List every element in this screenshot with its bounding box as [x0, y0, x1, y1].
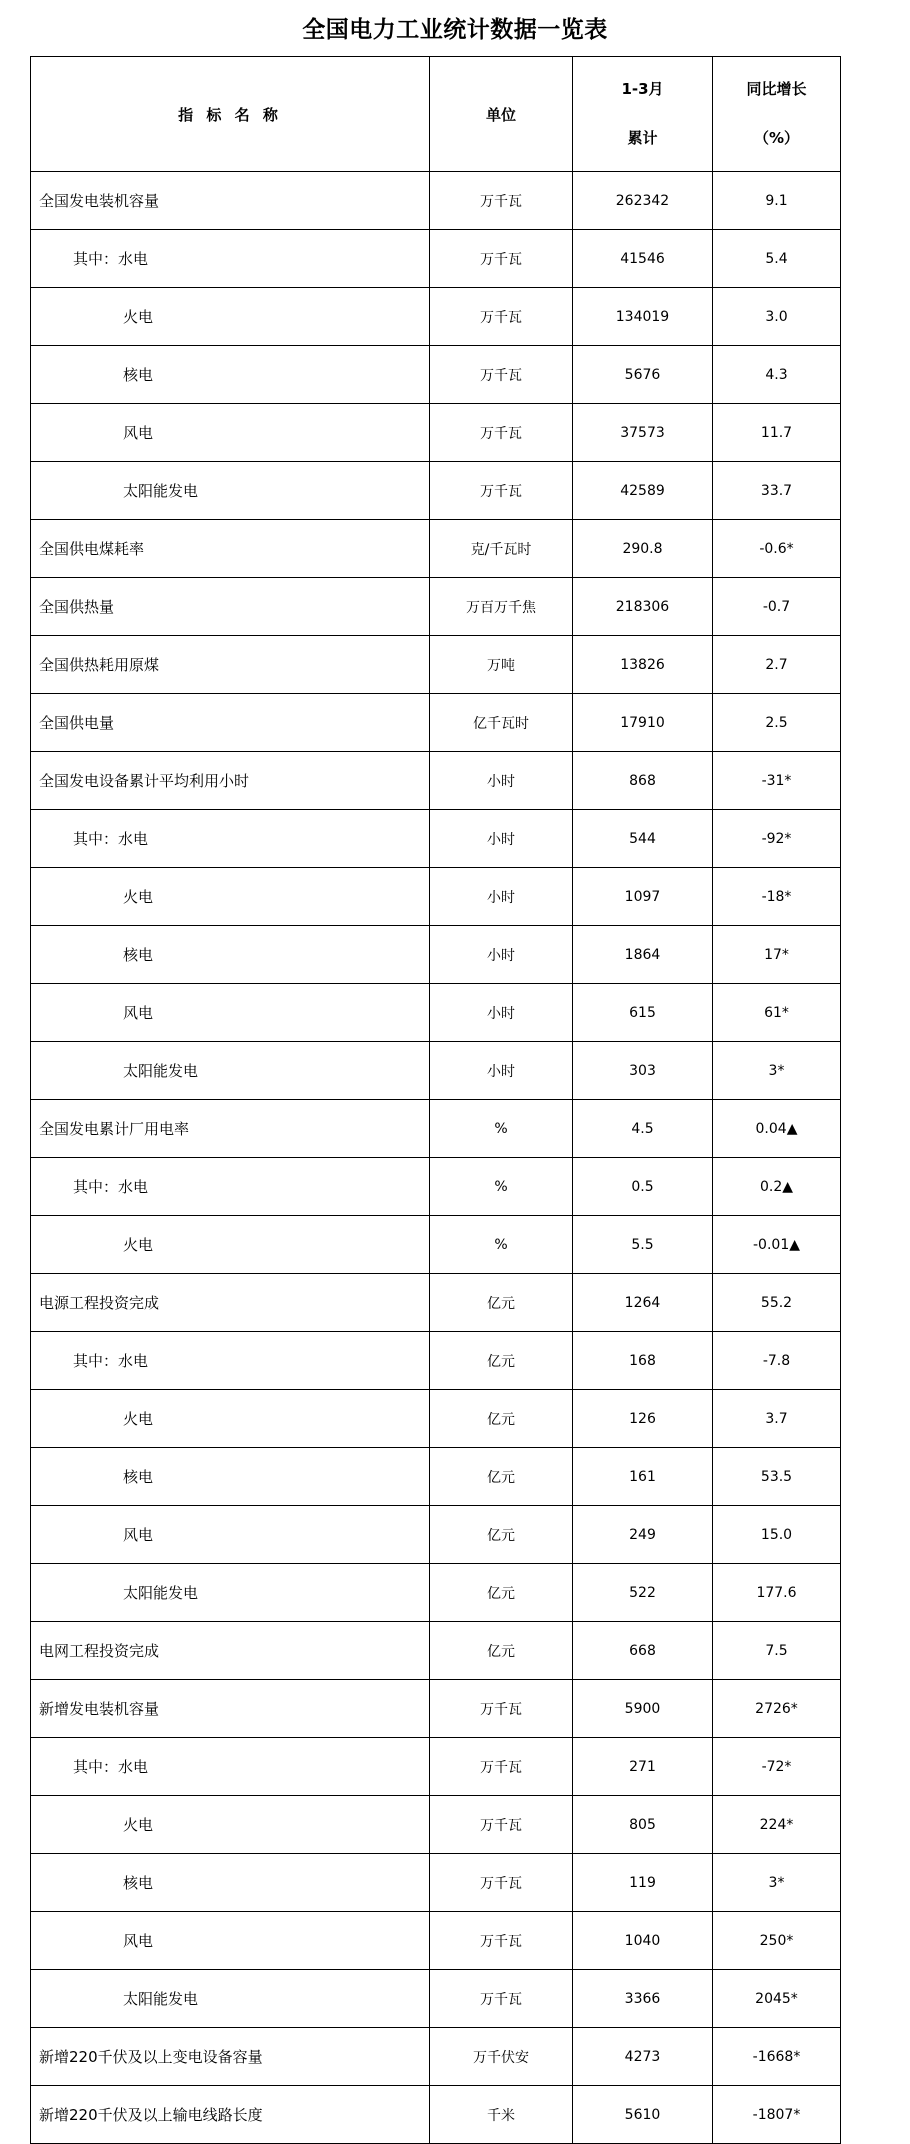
cumulative-value-cell: 42589	[573, 462, 713, 520]
yoy-growth-cell: 0.04▲	[713, 1100, 841, 1158]
yoy-growth-cell: 7.5	[713, 1622, 841, 1680]
indicator-name-cell: 其中：水电	[31, 1158, 430, 1216]
indicator-name-cell: 全国供电量	[31, 694, 430, 752]
indicator-name-cell: 风电	[31, 404, 430, 462]
indicator-name-cell: 风电	[31, 984, 430, 1042]
yoy-growth-cell: -18*	[713, 868, 841, 926]
cumulative-value-cell: 41546	[573, 230, 713, 288]
cumulative-value-cell: 168	[573, 1332, 713, 1390]
cumulative-value-cell: 5900	[573, 1680, 713, 1738]
yoy-growth-cell: 17*	[713, 926, 841, 984]
unit-cell: 亿元	[430, 1506, 573, 1564]
indicator-name-cell: 太阳能发电	[31, 1970, 430, 2028]
yoy-growth-cell: 53.5	[713, 1448, 841, 1506]
table-row	[31, 694, 841, 752]
indicator-name-cell: 新增220千伏及以上变电设备容量	[31, 2028, 430, 2086]
unit-cell: 万千伏安	[430, 2028, 573, 2086]
cumulative-value-cell: 134019	[573, 288, 713, 346]
unit-cell: 万千瓦	[430, 1796, 573, 1854]
indicator-name-cell: 全国供热量	[31, 578, 430, 636]
unit-cell: 万千瓦	[430, 1912, 573, 1970]
page-title: 全国电力工业统计数据一览表	[302, 17, 608, 43]
cumulative-value-cell: 249	[573, 1506, 713, 1564]
yoy-growth-cell: 4.3	[713, 346, 841, 404]
table-row	[31, 1680, 841, 1738]
unit-cell: 克/千瓦时	[430, 520, 573, 578]
table-row	[31, 404, 841, 462]
indicator-name-cell: 全国发电装机容量	[31, 172, 430, 230]
cumulative-value-cell: 119	[573, 1854, 713, 1912]
cumulative-value-cell: 4.5	[573, 1100, 713, 1158]
indicator-name-cell: 太阳能发电	[31, 1564, 430, 1622]
cumulative-value-cell: 1097	[573, 868, 713, 926]
yoy-growth-cell: 5.4	[713, 230, 841, 288]
header-cumulative	[573, 57, 713, 172]
cumulative-value-cell: 161	[573, 1448, 713, 1506]
table-body	[31, 172, 841, 2144]
yoy-growth-cell: -0.6*	[713, 520, 841, 578]
table-row	[31, 926, 841, 984]
yoy-growth-cell: 61*	[713, 984, 841, 1042]
cumulative-value-cell: 218306	[573, 578, 713, 636]
table-row	[31, 1506, 841, 1564]
statistics-table	[30, 56, 841, 2144]
table-row	[31, 1274, 841, 1332]
indicator-name-cell: 核电	[31, 926, 430, 984]
table-row	[31, 1970, 841, 2028]
cumulative-value-cell: 126	[573, 1390, 713, 1448]
unit-cell: 亿元	[430, 1622, 573, 1680]
indicator-name-cell: 全国发电设备累计平均利用小时	[31, 752, 430, 810]
cumulative-value-cell: 522	[573, 1564, 713, 1622]
table-row	[31, 462, 841, 520]
yoy-growth-cell: -1668*	[713, 2028, 841, 2086]
cumulative-value-cell: 1040	[573, 1912, 713, 1970]
indicator-name-cell: 火电	[31, 1216, 430, 1274]
yoy-growth-cell: -92*	[713, 810, 841, 868]
yoy-growth-cell: 9.1	[713, 172, 841, 230]
indicator-name-cell: 全国供电煤耗率	[31, 520, 430, 578]
table-header	[31, 57, 841, 172]
table-row	[31, 230, 841, 288]
cumulative-value-cell: 5.5	[573, 1216, 713, 1274]
table-row	[31, 1448, 841, 1506]
yoy-growth-cell: -0.01▲	[713, 1216, 841, 1274]
cumulative-value-cell: 271	[573, 1738, 713, 1796]
cumulative-value-cell: 5610	[573, 2086, 713, 2144]
indicator-name-cell: 其中：水电	[31, 1738, 430, 1796]
unit-cell: 万千瓦	[430, 404, 573, 462]
table-row	[31, 172, 841, 230]
yoy-growth-cell: 2726*	[713, 1680, 841, 1738]
table-row	[31, 868, 841, 926]
indicator-name-cell: 新增220千伏及以上输电线路长度	[31, 2086, 430, 2144]
unit-cell: 万千瓦	[430, 462, 573, 520]
unit-cell: 亿元	[430, 1448, 573, 1506]
yoy-growth-cell: 2045*	[713, 1970, 841, 2028]
header-cumulative-period: 1-3月	[621, 80, 664, 98]
unit-cell: %	[430, 1100, 573, 1158]
header-yoy-unit: （%）	[753, 129, 800, 147]
cumulative-value-cell: 3366	[573, 1970, 713, 2028]
table-row	[31, 1912, 841, 1970]
header-yoy-label: 同比增长	[746, 80, 807, 98]
table-row	[31, 636, 841, 694]
yoy-growth-cell: 3*	[713, 1042, 841, 1100]
cumulative-value-cell: 0.5	[573, 1158, 713, 1216]
table-row	[31, 1100, 841, 1158]
table-row	[31, 346, 841, 404]
table-row	[31, 578, 841, 636]
yoy-growth-cell: -72*	[713, 1738, 841, 1796]
indicator-name-cell: 核电	[31, 1854, 430, 1912]
indicator-name-cell: 核电	[31, 346, 430, 404]
indicator-name-cell: 火电	[31, 1390, 430, 1448]
table-row	[31, 288, 841, 346]
indicator-name-cell: 新增发电装机容量	[31, 1680, 430, 1738]
indicator-name-cell: 电源工程投资完成	[31, 1274, 430, 1332]
unit-cell: 万千瓦	[430, 346, 573, 404]
cumulative-value-cell: 868	[573, 752, 713, 810]
yoy-growth-cell: 3.7	[713, 1390, 841, 1448]
unit-cell: 万千瓦	[430, 1970, 573, 2028]
indicator-name-cell: 火电	[31, 288, 430, 346]
indicator-name-cell: 电网工程投资完成	[31, 1622, 430, 1680]
yoy-growth-cell: 177.6	[713, 1564, 841, 1622]
yoy-growth-cell: 0.2▲	[713, 1158, 841, 1216]
header-indicator-name: 指 标 名 称	[31, 57, 430, 172]
unit-cell: 小时	[430, 1042, 573, 1100]
yoy-growth-cell: 3*	[713, 1854, 841, 1912]
unit-cell: 万千瓦	[430, 288, 573, 346]
unit-cell: %	[430, 1216, 573, 1274]
table-row	[31, 1854, 841, 1912]
indicator-name-cell: 火电	[31, 868, 430, 926]
header-row	[31, 57, 841, 172]
unit-cell: 小时	[430, 926, 573, 984]
cumulative-value-cell: 5676	[573, 346, 713, 404]
indicator-name-cell: 全国供热耗用原煤	[31, 636, 430, 694]
cumulative-value-cell: 290.8	[573, 520, 713, 578]
cumulative-value-cell: 262342	[573, 172, 713, 230]
table-row	[31, 1796, 841, 1854]
yoy-growth-cell: 55.2	[713, 1274, 841, 1332]
cumulative-value-cell: 1264	[573, 1274, 713, 1332]
table-row	[31, 1738, 841, 1796]
yoy-growth-cell: 33.7	[713, 462, 841, 520]
indicator-name-cell: 火电	[31, 1796, 430, 1854]
cumulative-value-cell: 615	[573, 984, 713, 1042]
yoy-growth-cell: -31*	[713, 752, 841, 810]
table-row	[31, 1622, 841, 1680]
yoy-growth-cell: 2.5	[713, 694, 841, 752]
table-row	[31, 1332, 841, 1390]
header-cumulative-label: 累计	[627, 129, 658, 147]
indicator-name-cell: 核电	[31, 1448, 430, 1506]
indicator-name-cell: 风电	[31, 1506, 430, 1564]
yoy-growth-cell: 2.7	[713, 636, 841, 694]
unit-cell: 万百万千焦	[430, 578, 573, 636]
table-row	[31, 2028, 841, 2086]
yoy-growth-cell: -0.7	[713, 578, 841, 636]
unit-cell: 千米	[430, 2086, 573, 2144]
table-row	[31, 1042, 841, 1100]
unit-cell: 万千瓦	[430, 172, 573, 230]
indicator-name-cell: 风电	[31, 1912, 430, 1970]
unit-cell: 小时	[430, 868, 573, 926]
unit-cell: 小时	[430, 752, 573, 810]
yoy-growth-cell: 15.0	[713, 1506, 841, 1564]
unit-cell: 亿元	[430, 1390, 573, 1448]
header-yoy	[713, 57, 841, 172]
unit-cell: 小时	[430, 984, 573, 1042]
table-row	[31, 752, 841, 810]
unit-cell: 万千瓦	[430, 230, 573, 288]
table-row	[31, 1564, 841, 1622]
yoy-growth-cell: -7.8	[713, 1332, 841, 1390]
unit-cell: 亿千瓦时	[430, 694, 573, 752]
cumulative-value-cell: 303	[573, 1042, 713, 1100]
table-row	[31, 984, 841, 1042]
table-row	[31, 520, 841, 578]
indicator-name-cell: 其中：水电	[31, 810, 430, 868]
cumulative-value-cell: 17910	[573, 694, 713, 752]
unit-cell: 亿元	[430, 1564, 573, 1622]
yoy-growth-cell: -1807*	[713, 2086, 841, 2144]
yoy-growth-cell: 224*	[713, 1796, 841, 1854]
yoy-growth-cell: 250*	[713, 1912, 841, 1970]
unit-cell: 小时	[430, 810, 573, 868]
unit-cell: 万千瓦	[430, 1738, 573, 1796]
unit-cell: 万吨	[430, 636, 573, 694]
cumulative-value-cell: 805	[573, 1796, 713, 1854]
table-row	[31, 810, 841, 868]
unit-cell: %	[430, 1158, 573, 1216]
yoy-growth-cell: 3.0	[713, 288, 841, 346]
unit-cell: 万千瓦	[430, 1680, 573, 1738]
unit-cell: 万千瓦	[430, 1854, 573, 1912]
cumulative-value-cell: 1864	[573, 926, 713, 984]
indicator-name-cell: 其中：水电	[31, 230, 430, 288]
indicator-name-cell: 全国发电累计厂用电率	[31, 1100, 430, 1158]
cumulative-value-cell: 37573	[573, 404, 713, 462]
cumulative-value-cell: 13826	[573, 636, 713, 694]
table-row	[31, 1158, 841, 1216]
unit-cell: 亿元	[430, 1332, 573, 1390]
indicator-name-cell: 其中：水电	[31, 1332, 430, 1390]
table-row	[31, 1390, 841, 1448]
cumulative-value-cell: 668	[573, 1622, 713, 1680]
header-unit: 单位	[430, 57, 573, 172]
cumulative-value-cell: 4273	[573, 2028, 713, 2086]
indicator-name-cell: 太阳能发电	[31, 462, 430, 520]
table-row	[31, 1216, 841, 1274]
unit-cell: 亿元	[430, 1274, 573, 1332]
cumulative-value-cell: 544	[573, 810, 713, 868]
yoy-growth-cell: 11.7	[713, 404, 841, 462]
indicator-name-cell: 太阳能发电	[31, 1042, 430, 1100]
